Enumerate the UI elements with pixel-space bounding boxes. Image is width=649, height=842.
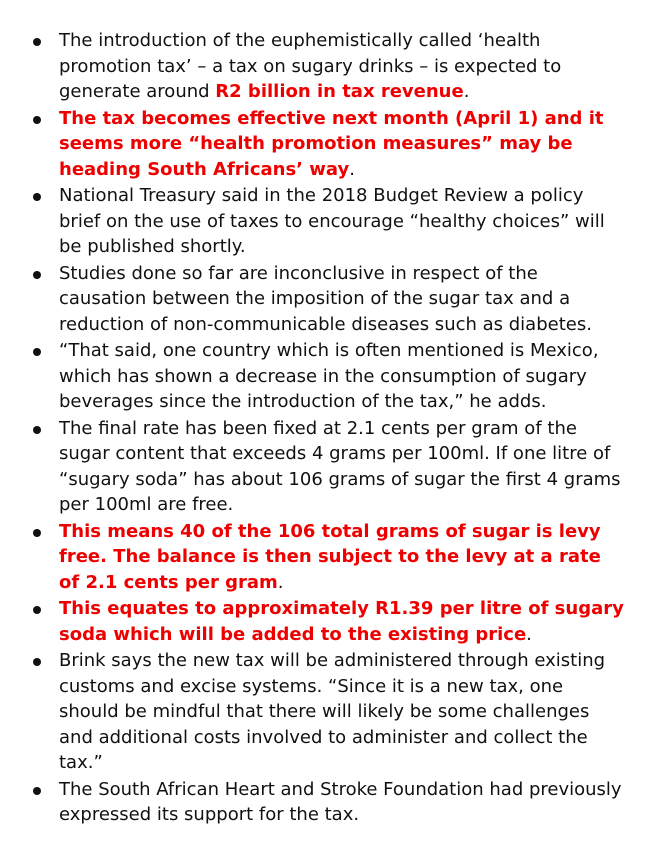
bullet-text: National Treasury said in the 2018 Budget Review a policy brief on the use of taxes to encourage “healthy choices” will be published shortly.: [59, 185, 605, 257]
bullet-item-10: [0, 777, 649, 828]
bullet-end: .: [526, 623, 532, 645]
bullet-list: [0, 28, 649, 828]
bullet-icon: [33, 38, 41, 46]
bullet-icon: [33, 529, 41, 537]
bullet-text: The South African Heart and Stroke Foundation had previously expressed its support for the tax.: [59, 778, 622, 825]
bullet-end: .: [277, 571, 284, 593]
bullet-text: Studies done so far are inconclusive in respect of the causation between the imposition of the sugar tax and a reduction of non-communicable diseases such as diabetes.: [59, 262, 592, 335]
bullet-highlight: This means 40 of the 106 total grams of sugar is levy free. The balance is then subject to the levy at a rate of 2.1 cents per gram: [59, 520, 601, 593]
bullet-text: The final rate has been fixed at 2.1 cents per gram of the sugar content that exceeds 4 grams per 100ml. If one litre of “sugary soda” has about 106 grams of sugar the first 4 grams per 100ml are free.: [59, 417, 621, 515]
bullet-highlight: The tax becomes effective next month (April 1) and it seems more “health promotion measures” may be heading South Africans’ way: [59, 107, 604, 180]
bullet-item-2: [0, 106, 649, 183]
bullet-item-4: [0, 261, 649, 338]
bullet-icon: [33, 348, 41, 356]
bullet-icon: [33, 606, 41, 614]
bullet-item-8: [0, 596, 649, 647]
bullet-end: .: [463, 81, 470, 102]
bullet-text: Brink says the new tax will be administered through existing customs and excise systems. “Since it is a new tax, one should be mindful that there will likely be some challenges and additional costs involved to administer and collect the tax.”: [59, 650, 606, 773]
bullet-text: The introduction of the euphemistically called ‘health promotion tax’ – a tax on sugary drinks – is expected to generate around: [59, 30, 562, 102]
bullet-icon: [33, 658, 41, 666]
bullet-highlight: R2 billion in tax revenue: [215, 81, 464, 102]
bullet-icon: [33, 426, 41, 434]
bullet-icon: [33, 193, 41, 201]
bullet-item-9: [0, 648, 649, 776]
bullet-text: “That said, one country which is often mentioned is Mexico, which has shown a decrease in the consumption of sugary beverages since the introduction of the tax,” he adds.: [59, 340, 599, 412]
bullet-item-7: [0, 519, 649, 596]
bullet-item-6: [0, 416, 649, 518]
bullet-item-5: [0, 338, 649, 415]
bullet-end: .: [349, 158, 355, 180]
bullet-icon: [33, 271, 41, 279]
document-page: [0, 28, 649, 829]
bullet-item-3: [0, 183, 649, 260]
bullet-icon: [33, 116, 41, 124]
bullet-highlight: This equates to approximately R1.39 per litre of sugary soda which will be added to the existing price: [59, 598, 624, 645]
bullet-icon: [33, 787, 41, 795]
bullet-item-1: [0, 28, 649, 105]
